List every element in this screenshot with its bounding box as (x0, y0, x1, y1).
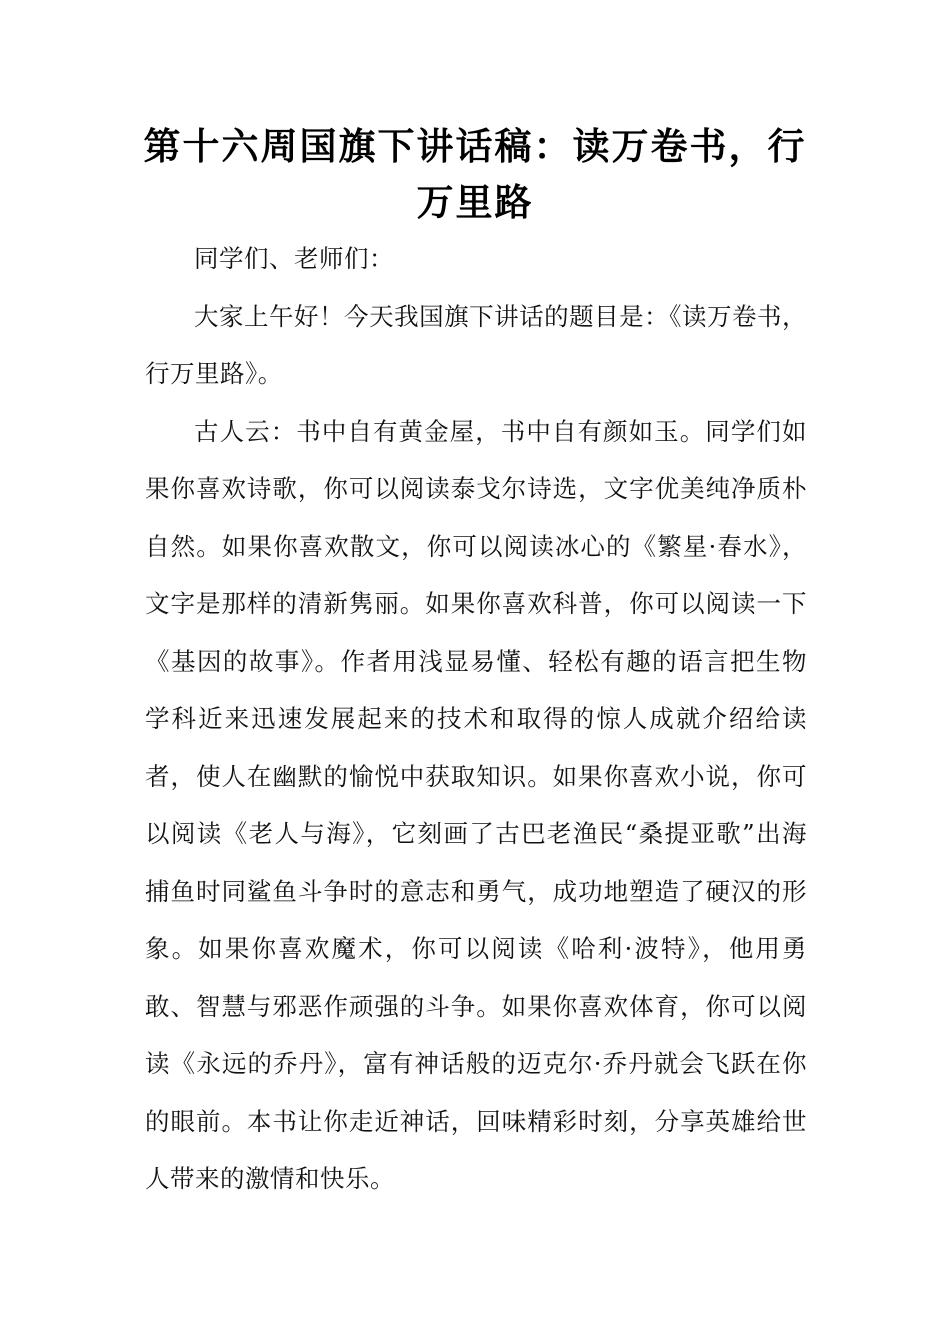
paragraph-reading-recommendations: 古人云：书中自有黄金屋，书中自有颜如玉。同学们如果你喜欢诗歌，你可以阅读泰戈尔诗选，文字优美纯净质朴自然。如果你喜欢散文，你可以阅读冰心的《繁星·春水》，文字是那样的清新隽丽。如果你喜欢科普，你可以阅读一下《基因的故事》。作者用浅显易懂、轻松有趣的语言把生物学科近来迅速发展起来的技术和取得的惊人成就介绍给读者，使人在幽默的愉悦中获取知识。如果你喜欢小说，你可以阅读《老人与海》，它刻画了古巴老渔民“桑提亚歌”出海捕鱼时同鲨鱼斗争时的意志和勇气，成功地塑造了硬汉的形象。如果你喜欢魔术，你可以阅读《哈利·波特》，他用勇敢、智慧与邪恶作顽强的斗争。如果你喜欢体育，你可以阅读《永远的乔丹》，富有神话般的迈克尔·乔丹就会飞跃在你的眼前。本书让你走近神话，回味精彩时刻，分享英雄给世人带来的激情和快乐。 (145, 416, 807, 1193)
paragraph-intro: 大家上午好！今天我国旗下讲话的题目是：《读万卷书，行万里路》。 (145, 301, 807, 388)
page-title: 第十六周国旗下讲话稿：读万卷书，行万里路 (143, 124, 807, 224)
greeting: 同学们、老师们： (194, 244, 394, 273)
document-body (145, 230, 807, 1208)
